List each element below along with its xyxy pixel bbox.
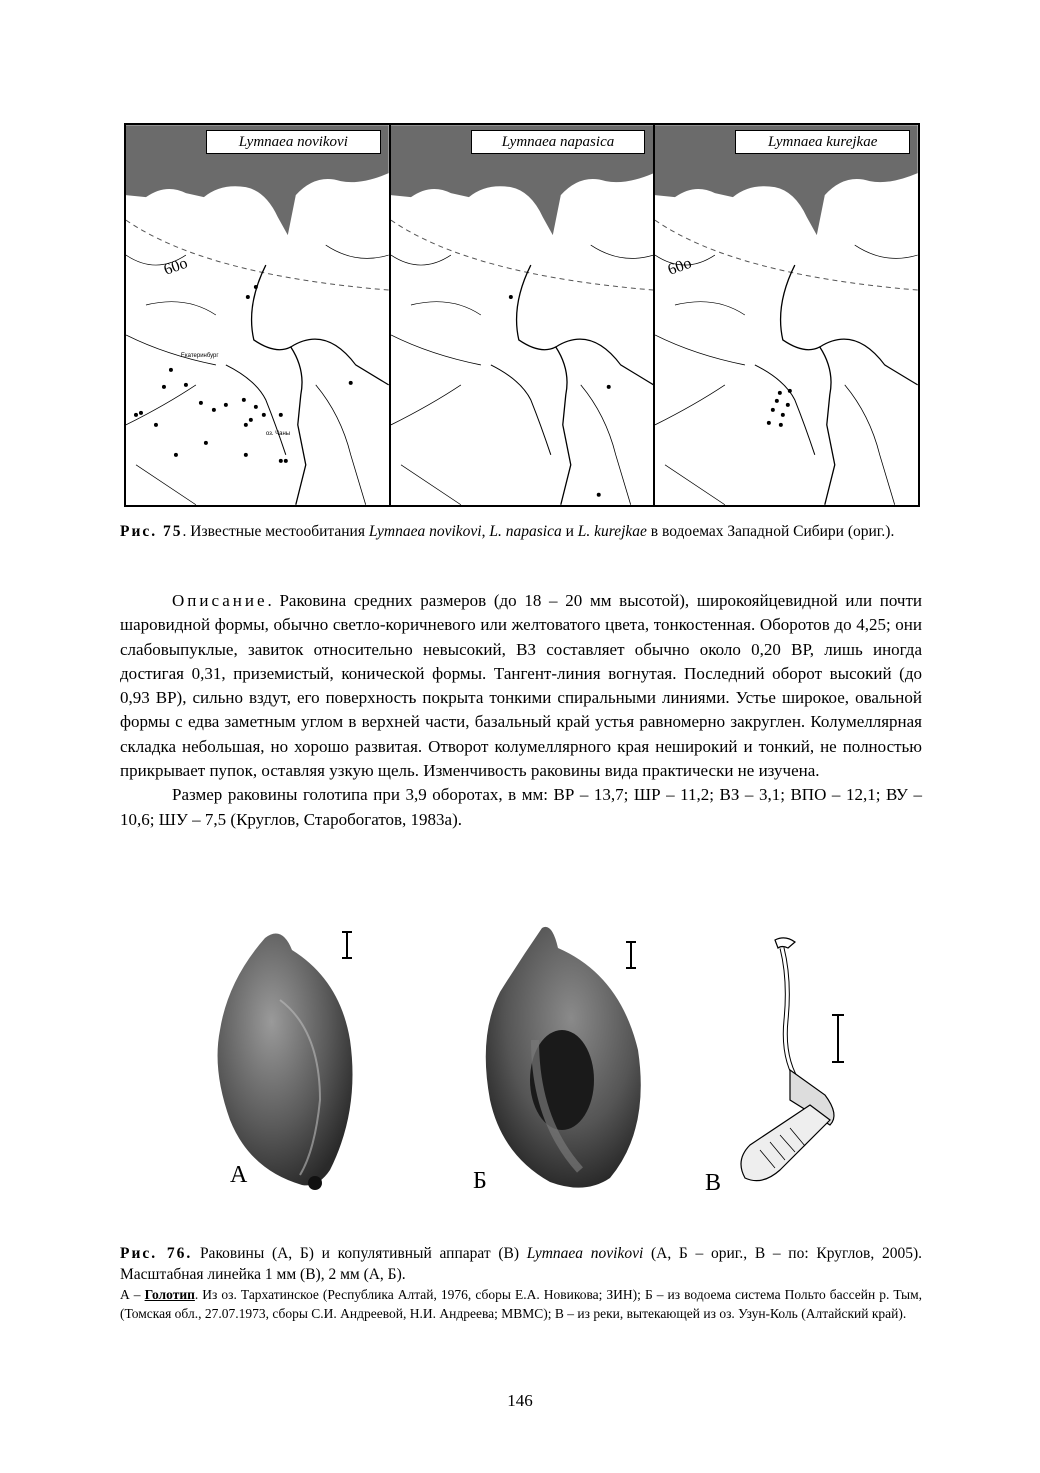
holotype-label: Голотип (144, 1287, 195, 1302)
lat-label: 60о (161, 254, 190, 279)
figure-76-material (120, 1286, 922, 1323)
map-title: Lymnaea kurejkae (735, 130, 910, 154)
figure-letter-b: Б (473, 1168, 487, 1194)
section-heading: Описание (172, 591, 268, 610)
figure-76 (190, 920, 880, 1210)
holotype-size-paragraph: Размер раковины голотипа при 3,9 оборотах, в мм: ВР – 13,7; ШР – 11,2; ВЗ – 3,1; ВПО – 12,1; ВУ – 10,6; ШУ – 7,5 (Круглов, Старобогатов, 1983а). (120, 785, 922, 829)
figure-label: Рис. 75 (120, 523, 183, 540)
locality-dots (509, 295, 611, 497)
species-name: L. kurejkae (577, 523, 647, 540)
shell-a (218, 934, 353, 1190)
map-title: Lymnaea napasica (471, 130, 646, 154)
map-svg (391, 125, 654, 505)
lat-label: 60о (665, 254, 695, 279)
species-name: Lymnaea novikovi (526, 1245, 644, 1262)
description-section (120, 589, 922, 832)
copulatory-apparatus-v (741, 938, 844, 1181)
map-napasica (391, 125, 656, 505)
map-title: Lymnaea novikovi (206, 130, 381, 154)
figure-label: Рис. 76. (120, 1245, 193, 1262)
caption-text: (А, Б – ориг., В – по: Круглов, 2005). Масштабная линейка 1 мм (В), 2 мм (А, Б). (120, 1245, 922, 1283)
locality-dots (134, 285, 353, 463)
caption-text: . Известные местообитания (182, 523, 369, 540)
map-novikovi (126, 125, 391, 505)
map-svg (126, 125, 389, 505)
description-text: . Раковина средних размеров (до 18 – 20 мм высотой), широкояйцевидной или почти шаровидной формы, обычно светло-коричневого или желтоватого цвета, тонкостенная. Оборотов до 4,25; они слабовыпуклые, завиток относительно невысокий, ВЗ составляет обычно около 0,20 ВР, лишь иногда достигая 0,31, приземистый, конической формы. Тангент-линия вогнутая. Последний оборот высокий (до 0,93 ВР), сильно вздут, его поверхность покрыта тонкими спиральными линиями. Устье широкое, овальной формы с едва заметным углом в верхней части, базальный край устья равномерно закруглен. Колумеллярная складка небольшая, но хорошо развитая. Отворот колумеллярного края неширокий и тонкий, не полностью прикрывает пупок, оставляя узкую щель. Изменчивость раковины вида практически не изучена. (120, 591, 922, 781)
figure-76-svg (190, 920, 880, 1210)
map-svg (655, 125, 918, 505)
caption-text: и (561, 523, 578, 540)
description-paragraph (120, 589, 922, 783)
figure-75-caption (120, 521, 922, 543)
map-kurejkae (655, 125, 918, 505)
species-name: L. napasica (489, 523, 562, 540)
caption-text: в водоемах Западной Сибири (ориг.). (646, 523, 895, 540)
caption-text: . Из оз. Тархатинское (Республика Алтай, 1976, сборы Е.А. Новикова; ЗИН); Б – из водоема система Польто бассейн р. Тым, (Томская обл., 27.07.1973, сборы С.И. Андреевой, Н.И. Андреева; МВМС); В – из реки, вытекающей из оз. Узун-Коль (Алтайский край). (120, 1287, 922, 1321)
distribution-maps (124, 123, 920, 507)
figure-letter-v: В (705, 1170, 722, 1196)
city-label: оз. Чаны (265, 430, 291, 437)
caption-text: , (481, 523, 490, 540)
shell-b (486, 927, 641, 1188)
caption-text: Раковины (А, Б) и копулятивный аппарат (В) (192, 1245, 527, 1262)
page-number: 146 (507, 1391, 533, 1410)
scale-bars (342, 932, 636, 968)
locality-dots (767, 389, 792, 427)
species-name: Lymnaea novikovi (368, 523, 482, 540)
figure-76-caption (120, 1243, 922, 1285)
caption-text: А – (120, 1287, 145, 1302)
figure-letter-a: А (230, 1162, 248, 1188)
city-label: Екатеринбург (180, 352, 219, 359)
